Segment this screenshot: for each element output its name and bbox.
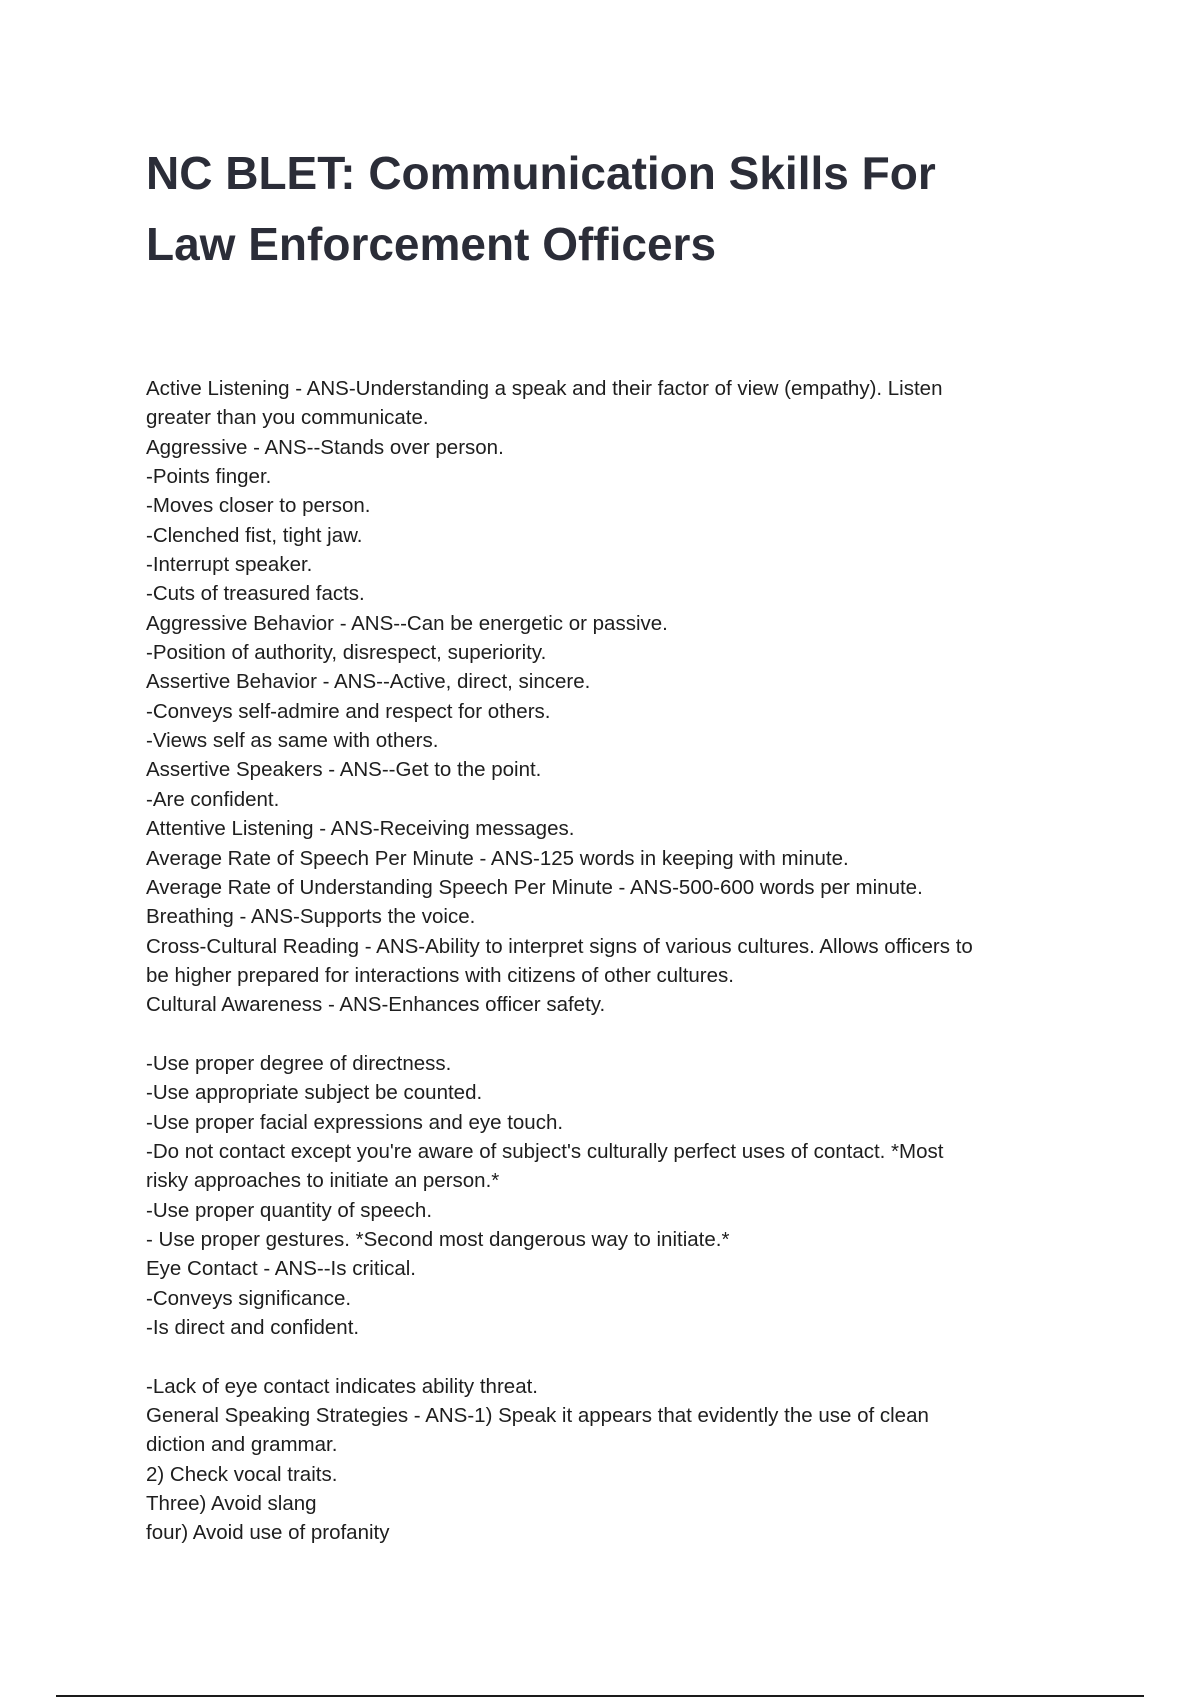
body-line: -Interrupt speaker. xyxy=(146,553,313,577)
blank-line xyxy=(146,1020,1076,1049)
body-line: -Use proper facial expressions and eye touch. xyxy=(146,1110,564,1134)
body-line: Aggressive - ANS--Stands over person. xyxy=(146,435,504,459)
footer-divider xyxy=(56,1695,1144,1697)
blank-line xyxy=(146,1342,1076,1371)
body-line: -Lack of eye contact indicates ability threat. xyxy=(146,1374,538,1398)
body-line: Aggressive Behavior - ANS--Can be energetic or passive. xyxy=(146,611,668,635)
body-line: Active Listening - ANS-Understanding a speak and their factor of view (empathy). Listen xyxy=(146,377,943,400)
document-title xyxy=(146,138,1106,280)
body-line: -Is direct and confident. xyxy=(146,1316,360,1339)
body-line: diction and grammar. xyxy=(146,1433,338,1457)
body-line: Eye Contact - ANS--Is critical. xyxy=(146,1257,416,1281)
body-line: risky approaches to initiate an person.* xyxy=(146,1169,500,1193)
body-line: -Clenched fist, tight jaw. xyxy=(146,523,363,547)
body-line: -Are confident. xyxy=(146,787,280,811)
body-line: Breathing - ANS-Supports the voice. xyxy=(146,905,476,929)
body-line: Attentive Listening - ANS-Receiving messages. xyxy=(146,817,575,841)
body-line: -Use proper degree of directness. xyxy=(146,1051,452,1075)
body-line: -Position of authority, disrespect, superiority. xyxy=(146,641,547,665)
body-line: Assertive Speakers - ANS--Get to the point. xyxy=(146,758,542,782)
body-line: four) Avoid use of profanity xyxy=(146,1521,390,1545)
body-line: Assertive Behavior - ANS--Active, direct, sincere. xyxy=(146,670,591,694)
body-line: Cross-Cultural Reading - ANS-Ability to interpret signs of various cultures. Allows officers to xyxy=(146,934,973,958)
body-line: Average Rate of Understanding Speech Per Minute - ANS-500-600 words per minute. xyxy=(146,875,923,899)
body-line: -Use proper quantity of speech. xyxy=(146,1198,433,1222)
body-line: be higher prepared for interactions with citizens of other cultures. xyxy=(146,963,734,987)
body-line: -Moves closer to person. xyxy=(146,494,371,518)
body-line: Cultural Awareness - ANS-Enhances officer safety. xyxy=(146,993,606,1017)
body-line: General Speaking Strategies - ANS-1) Speak it appears that evidently the use of clean xyxy=(146,1404,929,1428)
body-line: -Cuts of treasured facts. xyxy=(146,582,365,606)
body-line: Three) Avoid slang xyxy=(146,1492,317,1516)
body-line: -Views self as same with others. xyxy=(146,729,439,753)
body-line: 2) Check vocal traits. xyxy=(146,1462,338,1486)
body-line: - Use proper gestures. *Second most dangerous way to initiate.* xyxy=(146,1227,730,1251)
body-line: -Conveys self-admire and respect for others. xyxy=(146,699,551,723)
title-line: NC BLET: Communication Skills For xyxy=(146,147,936,199)
title-line: Law Enforcement Officers xyxy=(146,218,717,270)
body-line: -Use appropriate subject be counted. xyxy=(146,1081,483,1105)
body-line: -Conveys significance. xyxy=(146,1286,352,1310)
body-line: -Points finger. xyxy=(146,465,272,489)
body-line: -Do not contact except you're aware of subject's culturally perfect uses of contact. *Most xyxy=(146,1139,944,1163)
document-body xyxy=(146,374,1076,1548)
body-line: Average Rate of Speech Per Minute - ANS-125 words in keeping with minute. xyxy=(146,846,849,870)
body-line: greater than you communicate. xyxy=(146,406,429,430)
